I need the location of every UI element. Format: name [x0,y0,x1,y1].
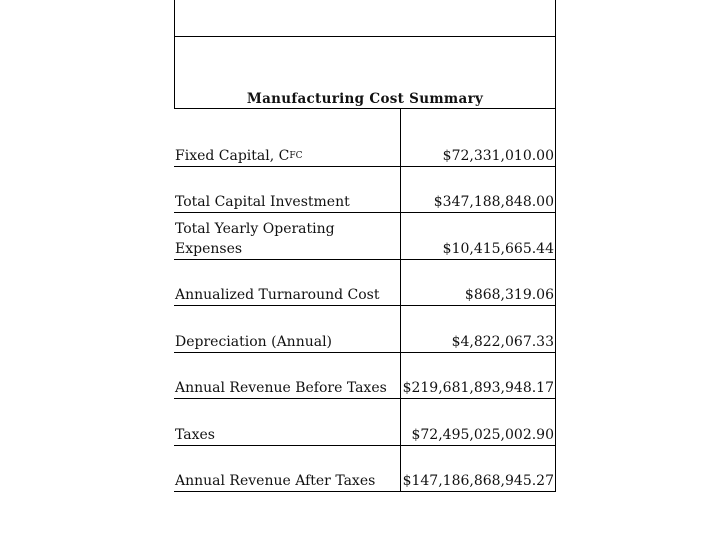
table-row [174,109,556,167]
row-label: Annualized Turnaround Cost [174,260,401,305]
table-row [174,399,556,446]
table-row [174,213,556,260]
label-text: Fixed Capital, C [175,148,290,164]
table-row [174,353,556,399]
empty-top-row [174,0,556,37]
row-value: $147,186,868,945.27 [402,473,554,489]
row-label: Total Capital Investment [174,167,401,212]
table-row [174,167,556,213]
row-value: $4,822,067.33 [451,334,554,350]
row-label: Taxes [174,399,401,445]
row-label: Annual Revenue Before Taxes [174,353,401,398]
row-label: Annual Revenue After Taxes [174,446,401,491]
row-value: $868,319.06 [464,287,554,303]
label-subscript: FC [289,151,303,161]
row-label: Total Yearly Operating Expenses [174,213,401,259]
table-row [174,260,556,306]
row-value: $72,331,010.00 [442,148,554,164]
row-label: Depreciation (Annual) [174,306,401,352]
table-row [174,306,556,353]
row-value: $72,495,025,002.90 [411,427,554,443]
row-value: $10,415,665.44 [442,241,554,257]
cost-summary-table [174,0,556,492]
row-value: $219,681,893,948.17 [402,380,554,396]
table-title: Manufacturing Cost Summary [174,37,556,109]
row-value: $347,188,848.00 [433,194,554,210]
table-row [174,446,556,492]
row-label [174,109,401,166]
